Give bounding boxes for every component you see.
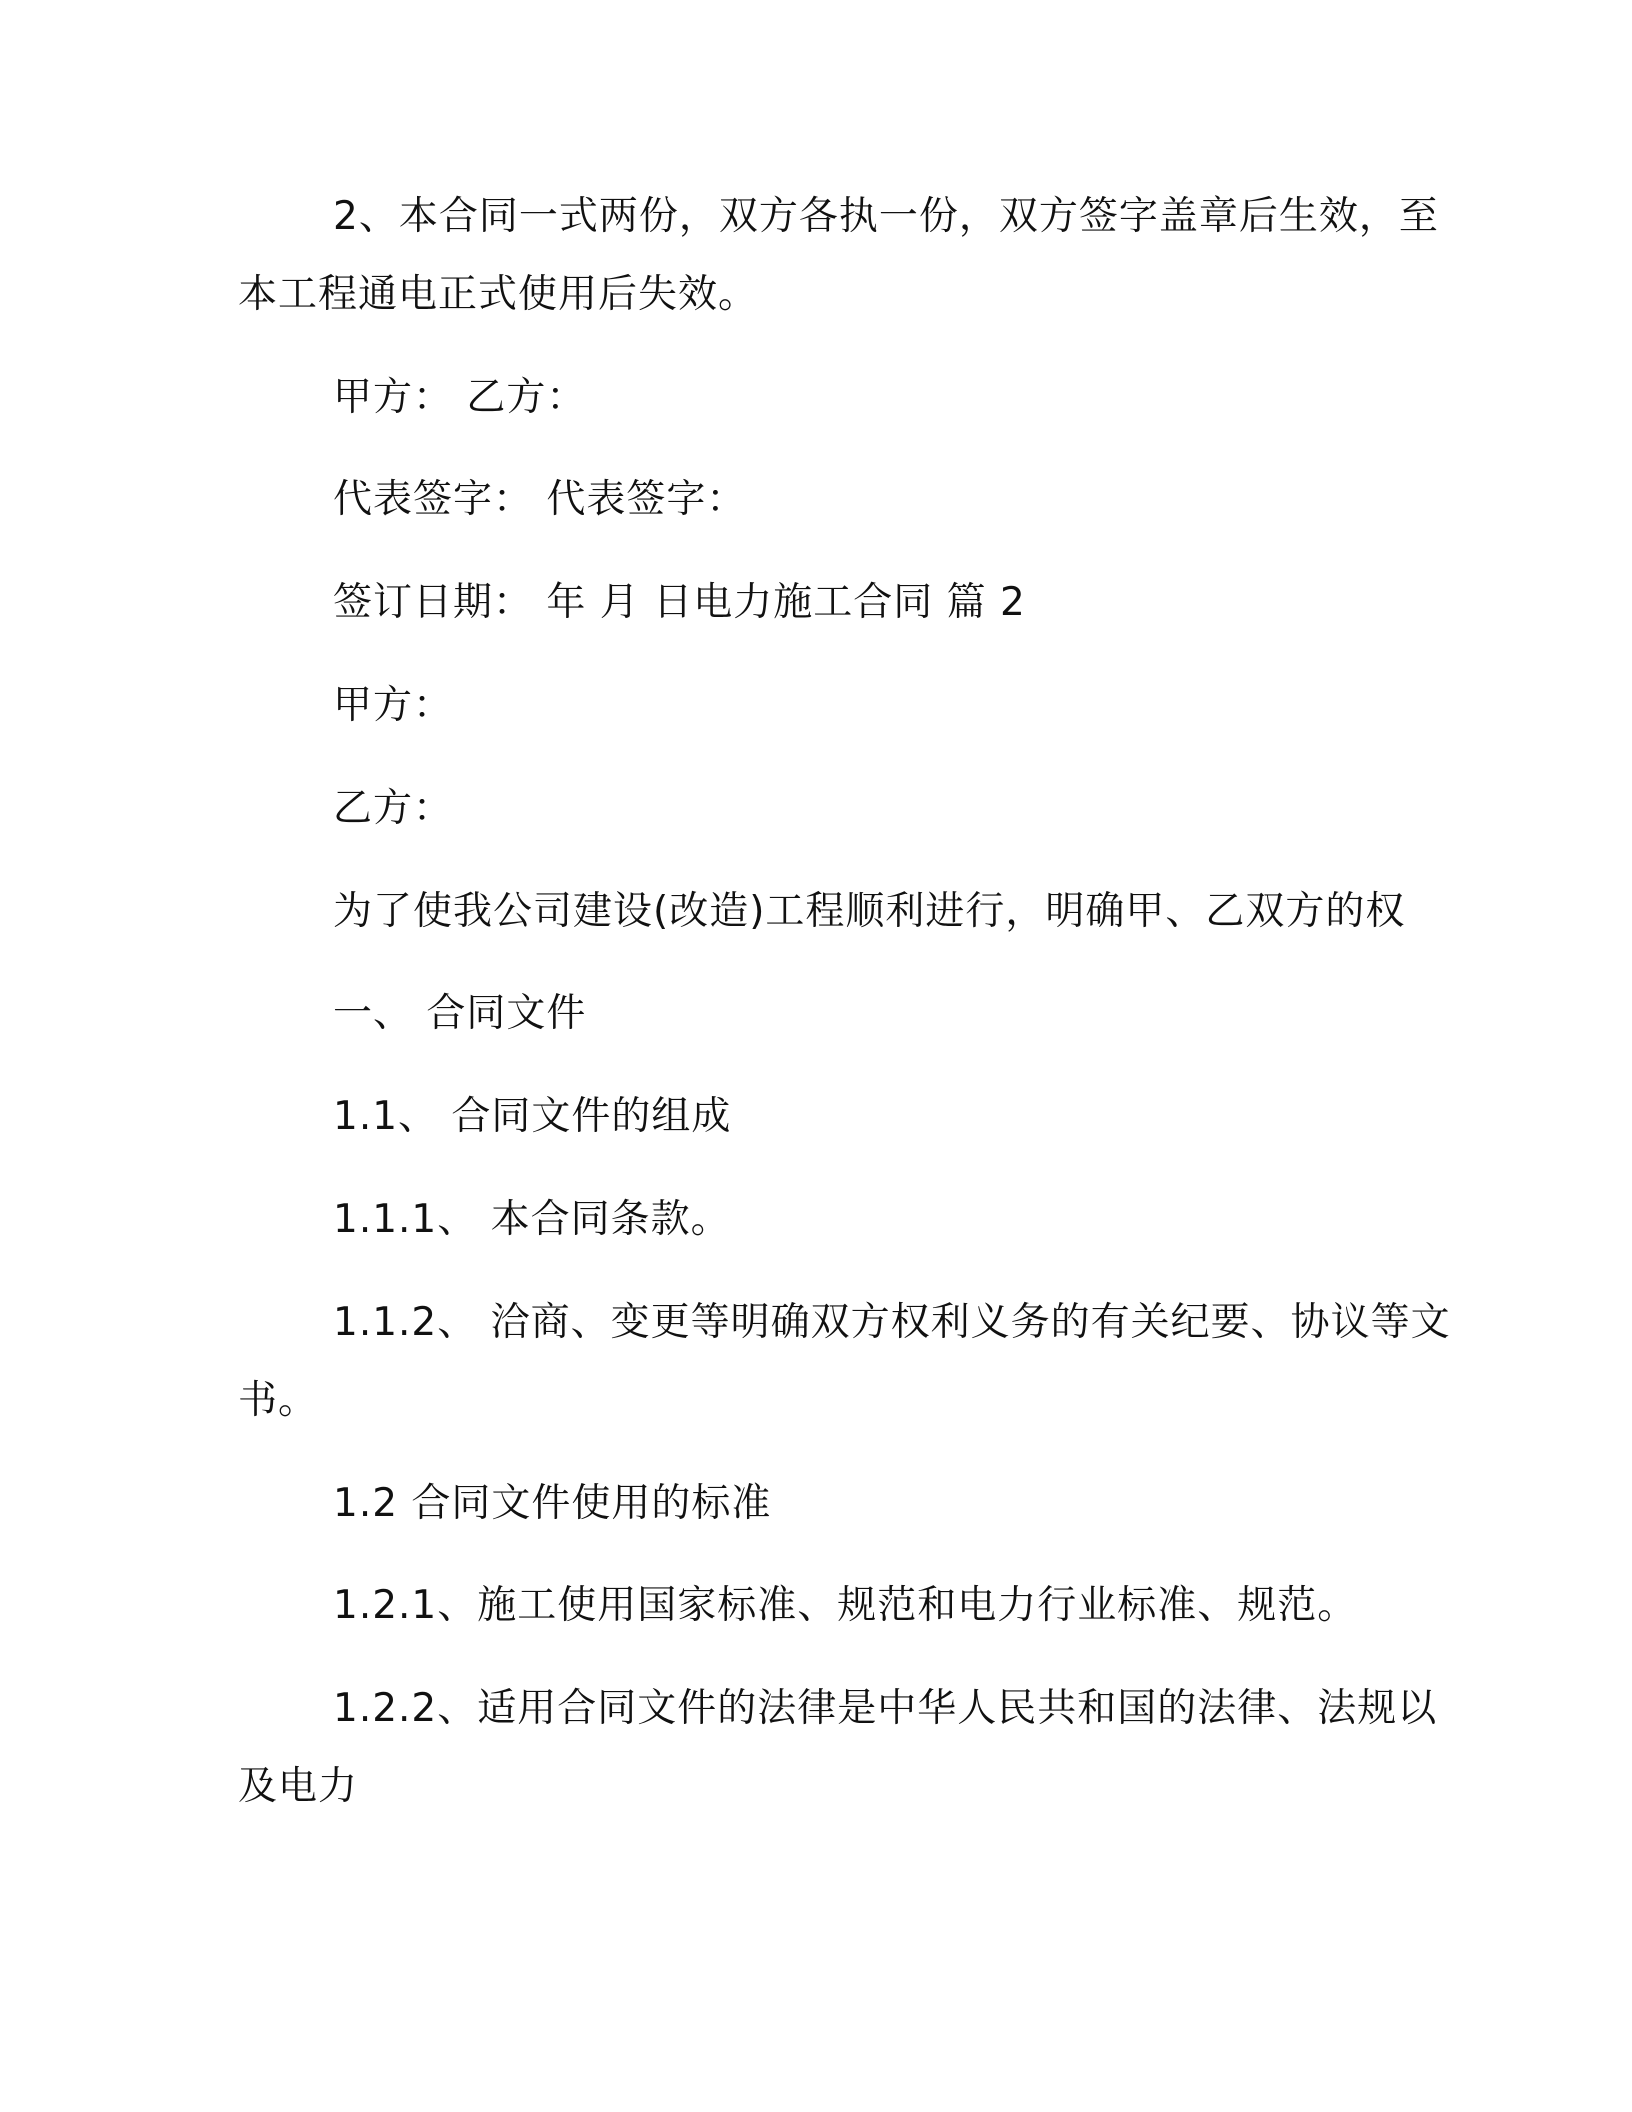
clause-2-line-1: 2、本合同一式两份，双方各执一份，双方签字盖章后生效，至	[333, 194, 1439, 239]
clause-1-1-1: 1.1.1、 本合同条款。	[333, 1197, 731, 1242]
section-1-2-heading: 1.2 合同文件使用的标准	[333, 1481, 772, 1526]
clause-1-1-2-line-1: 1.1.2、 洽商、变更等明确双方权利义务的有关纪要、协议等文	[333, 1300, 1451, 1345]
section-1-1-heading: 1.1、 合同文件的组成	[333, 1094, 732, 1139]
preamble-line: 为了使我公司建设(改造)工程顺利进行，明确甲、乙双方的权	[333, 889, 1406, 934]
clause-1-2-2-line-1: 1.2.2、适用合同文件的法律是中华人民共和国的法律、法规以	[333, 1686, 1438, 1731]
clause-1-2-2-line-2: 及电力	[238, 1764, 359, 1809]
signing-date-heading-line: 签订日期： 年 月 日电力施工合同 篇 2	[333, 580, 1026, 625]
party-a-line: 甲方：	[333, 683, 454, 728]
clause-1-1-2-line-2: 书。	[238, 1378, 319, 1423]
party-a-b-line: 甲方： 乙方：	[333, 375, 587, 420]
clause-1-2-1: 1.2.1、施工使用国家标准、规范和电力行业标准、规范。	[333, 1583, 1358, 1628]
clause-2-line-2: 本工程通电正式使用后失效。	[238, 272, 759, 317]
representative-signature-line: 代表签字： 代表签字：	[333, 477, 747, 522]
section-1-heading: 一、 合同文件	[333, 991, 587, 1036]
party-b-line: 乙方：	[333, 786, 454, 831]
